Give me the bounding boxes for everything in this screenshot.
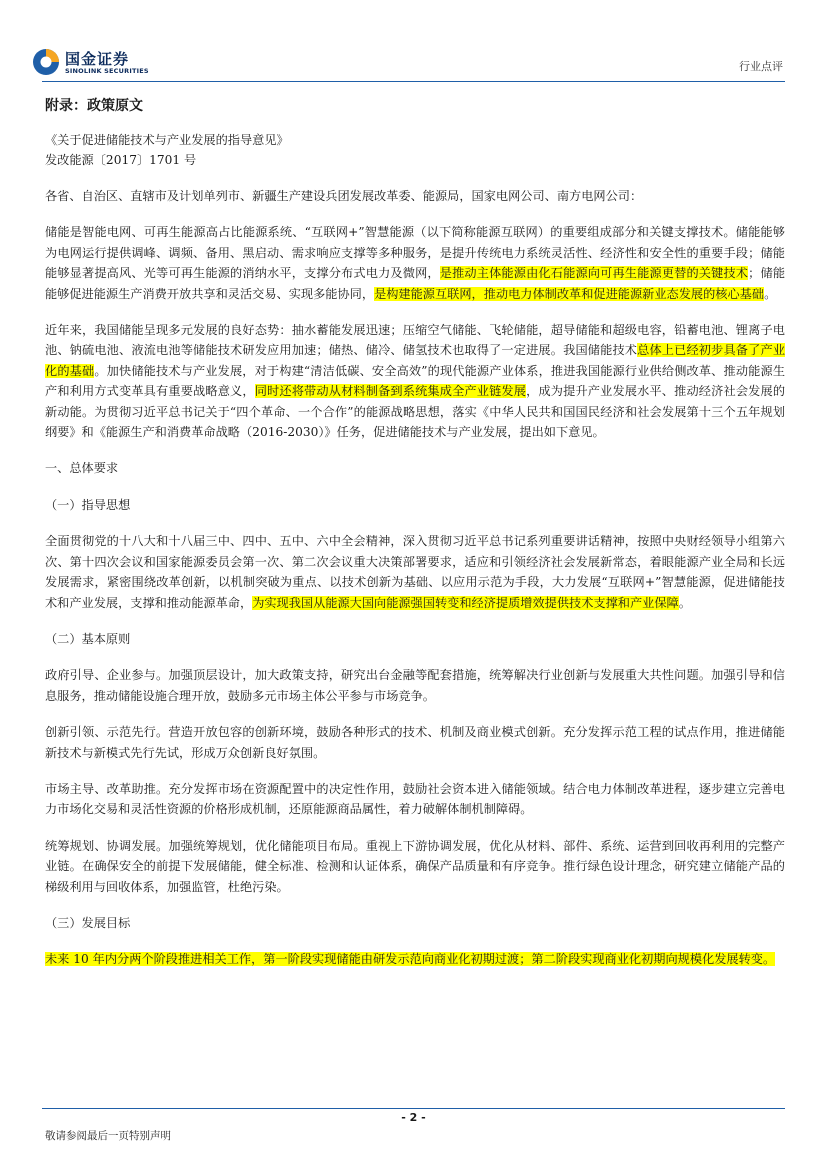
document-body: [45, 96, 785, 970]
principle-paragraph: 市场主导、改革助推。充分发挥市场在资源配置中的决定性作用，鼓励社会资本进入储能领域。结合电力体制改革进程，逐步建立完善电力市场化交易和灵活性资源的价格形成机制，还原能源商品属性，着力破解体制机制障碍。: [45, 781, 785, 817]
brand-name-cn: 国金证券: [65, 50, 130, 68]
policy-number: 发改能源〔2017〕1701 号: [45, 153, 197, 167]
highlighted-text: 为实现我国从能源大国向能源强国转变和经济提质增效提供技术支撑和产业保障: [252, 595, 679, 610]
appendix-title: 附录：政策原文: [45, 98, 143, 114]
text-run: ，成为提升产业发展水平、推动经济社会发展的新动能。为贯彻习近平总书记关于“四个革命、一个合作”的能源战略思想，落实《中华人民共和国国民经济和社会发展第十三个五年规划纲要》和《能源生产和消费革命战略（2016-2030）》任务，促进储能技术与产业发展，提出如下意见。: [45, 384, 786, 440]
principle-paragraph: 创新引领、示范先行。营造开放包容的创新环境，鼓励各种形式的技术、机制及商业模式创新。充分发挥示范工程的试点作用，推进储能新技术与新模式先行先试，形成万众创新良好氛围。: [45, 725, 785, 760]
text-run: 全面贯彻党的十八大和十八届三中、四中、五中、六中全会精神，深入贯彻习近平总书记系列重要讲话精神，按照中央财经领导小组第六次、第十四次会议和国家能源委员会第一次、第二次会议重大决策部署要求，适应和引领经济社会发展新常态，着眼能源产业全局和长远发展需求，紧密围绕改革创新，以机制突破为重点、以技术创新为基础、以应用示范为手段，大力发展“互联网+”智慧能源，促进储能技术和产业发展，支撑和推动能源革命，: [45, 534, 785, 610]
recipients-line: 各省、自治区、直辖市及计划单列市、新疆生产建设兵团发展改革委、能源局，国家电网公司、南方电网公司：: [45, 189, 643, 203]
text-run: 。: [678, 595, 691, 610]
page-number: - 2 -: [401, 1111, 426, 1124]
paragraph-storage-role: [45, 222, 785, 304]
text-run: ；储能能够促进能源生产消费开放共享和灵活交易、实现多能协同，: [45, 266, 786, 301]
disclaimer-note: 敬请参阅最后一页特别声明: [45, 1130, 171, 1142]
brand-logo: [32, 46, 162, 80]
text-run: 。加快储能技术与产业发展，对于构建“清洁低碳、安全高效”的现代能源产业体系，推进我国能源行业供给侧改革、推动能源生产和利用方式变革具有重要战略意义，: [45, 363, 786, 399]
highlighted-text: 总体上已经初步具备了产业化的基础: [45, 343, 786, 378]
highlighted-text: 同时还将带动从材料制备到系统集成全产业链发展: [254, 384, 527, 399]
paragraph-recent-development: [45, 320, 785, 442]
sinolink-logo-icon: [32, 48, 60, 76]
page-header: [0, 0, 827, 80]
subsection-heading: （三）发展目标: [45, 915, 131, 930]
paragraph-goal: [45, 949, 785, 969]
text-run: 。: [764, 286, 777, 301]
highlighted-text: 是推动主体能源由化石能源向可再生能源更替的关键技术: [439, 266, 749, 281]
principle-paragraph: 统筹规划、协调发展。加强统筹规划，优化储能项目布局。重视上下游协调发展，优化从材料、部件、系统、运营到回收再利用的完整产业链。在确保安全的前提下发展储能，健全标准、检测和认证体系，确保产品质量和有序竞争。推行绿色设计理念，研究建立储能产品的梯级利用与回收体系，加强监管，杜绝污染。: [45, 838, 785, 894]
footer-divider: [42, 1108, 785, 1109]
section-heading: 一、总体要求: [45, 461, 119, 476]
header-divider: [42, 81, 785, 82]
text-run: 储能是智能电网、可再生能源高占比能源系统、“互联网+”智慧能源（以下简称能源互联网）的重要组成部分和关键支撑技术。储能能够为电网运行提供调峰、调频、备用、黑启动、需求响应支撑等多种服务，是提升传统电力系统灵活性、经济性和安全性的重要手段；储能能够显著提高风、光等可再生能源的消纳水平，支撑分布式电力及微网，: [45, 225, 785, 281]
subsection-heading: （二）基本原则: [45, 631, 131, 646]
text-run: 近年来，我国储能呈现多元发展的良好态势：抽水蓄能发展迅速；压缩空气储能、飞轮储能，超导储能和超级电容，铅蓄电池、锂离子电池、钠硫电池、液流电池等储能技术研发应用加速；储热、储冷、储氢技术也取得了一定进展。我国储能技术: [45, 323, 785, 358]
principle-paragraph: 政府引导、企业参与。加强顶层设计，加大政策支持，研究出台金融等配套措施，统筹解决行业创新与发展重大共性问题。加强引导和信息服务，推动储能设施合理开放，鼓励多元市场主体公平参与市场竞争。: [45, 668, 785, 703]
highlighted-text: 未来 10 年内分两个阶段推进相关工作，第一阶段实现储能由研发示范向商业化初期过渡；第二阶段实现商业化初期向规模化发展转变。: [45, 952, 776, 967]
highlighted-text: 是构建能源互联网，推动电力体制改革和促进能源新业态发展的核心基础: [374, 286, 765, 301]
subsection-heading: （一）指导思想: [45, 497, 131, 512]
brand-name-en: SINOLINK SECURITIES: [65, 67, 149, 75]
policy-title: 《关于促进储能技术与产业发展的指导意见》: [45, 133, 289, 147]
paragraph-guiding-thought: [45, 531, 785, 613]
report-type-label: 行业点评: [739, 60, 783, 73]
